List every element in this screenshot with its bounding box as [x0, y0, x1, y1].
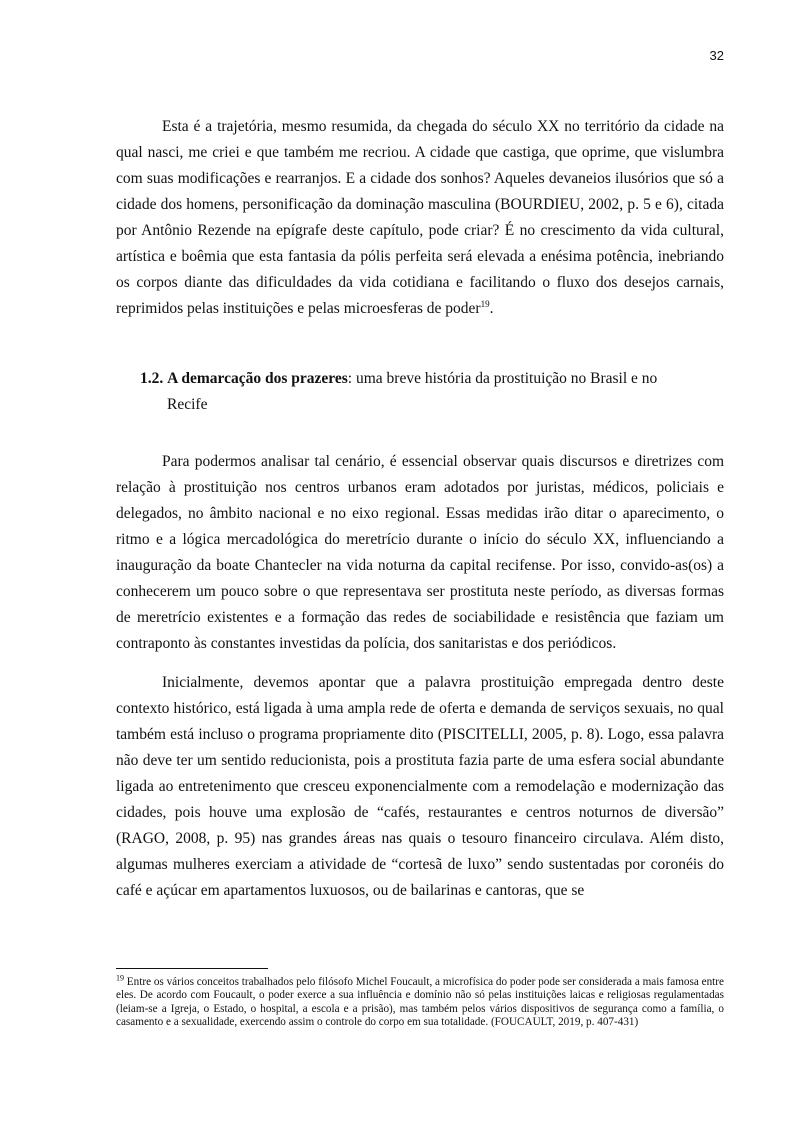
footnote	[116, 973, 724, 1030]
body-paragraph-3: Inicialmente, devemos apontar que a palavra prostituição empregada dentro deste contexto histórico, está ligada à uma ampla rede de oferta e demanda de serviços sexuais, no qual também está incluso o programa propriamente dito (PISCITELLI, 2005, p. 8). Logo, essa palavra não deve ter um sentido reducionista, pois a prostituta fazia parte de uma esfera social abundante ligada ao entretenimento que cresceu exponencialmente com a remodelação e modernização das cidades, pois houve uma explosão de “cafés, restaurantes e centros noturnos de diversão” (RAGO, 2008, p. 95) nas grandes áreas nas quais o tesouro financeiro circulava. Além disto, algumas mulheres exerciam a atividade de “cortesã de luxo” sendo sustentadas por coronéis do café e açúcar em apartamentos luxuosos, ou de bailarinas e cantoras, que se	[116, 674, 724, 899]
section-heading	[140, 366, 724, 418]
section-title-rest: : uma breve história da prostituição no Brasil e no	[347, 370, 658, 387]
body-paragraph-2: Para podermos analisar tal cenário, é essencial observar quais discursos e diretrizes com relação à prostituição nos centros urbanos eram adotados por juristas, médicos, policiais e delegados, no âmbito nacional e no eixo regional. Essas medidas irão ditar o aparecimento, o ritmo e a lógica mercadológica do meretrício durante o início do século XX, influenciando a inauguração da boate Chantecler na vida noturna da capital recifense. Por isso, convido-as(os) a conhecerem um pouco sobre o que representava ser prostituta neste período, as diversas formas de meretrício existentes e a formação das redes de sociabilidade e resistência que faziam um contraponto às constantes investidas da polícia, dos sanitaristas e dos periódicos.	[116, 453, 724, 652]
paragraph-end: .	[489, 300, 494, 317]
page-number: 32	[709, 48, 724, 63]
footnote-reference: 19	[480, 298, 490, 309]
section-title-line2: Recife	[167, 396, 208, 413]
footnote-text: Entre os vários conceitos trabalhados pelo filósofo Michel Foucault, a microfísica do poder pode ser considerada a mais famosa entre eles. De acordo com Foucault, o poder exerce a sua influência e domínio não só pelas instituições laicas e religiosas regulamentadas (leiam-se a Igreja, o Estado, o hospital, a escola e a prisão), mas também pelos vários dispositivos de segurança como a família, o casamento e a sexualidade, exercendo assim o controle do corpo em sua totalidade. (FOUCAULT, 2019, p. 407-431)	[116, 976, 724, 1029]
footnote-marker: 19	[116, 973, 124, 983]
section-title-bold: A demarcação dos prazeres	[167, 370, 348, 387]
body-paragraph-1	[116, 114, 724, 322]
paragraph-text: Esta é a trajetória, mesmo resumida, da chegada do século XX no território da cidade na qual nasci, me criei e que também me recriou. A cidade que castiga, que oprime, que vislumbra com suas modificações e rearranjos. E a cidade dos sonhos? Aqueles devaneios ilusórios que só a cidade dos homens, personificação da dominação masculina (BOURDIEU, 2002, p. 5 e 6), citada por Antônio Rezende na epígrafe deste capítulo, pode criar? É no crescimento da vida cultural, artística e boêmia que esta fantasia da pólis perfeita será elevada a enésima potência, inebriando os corpos diante das dificuldades da vida cotidiana e facilitando o fluxo dos desejos carnais, reprimidos pelas instituições e pelas microesferas de poder	[116, 118, 724, 317]
footnote-separator	[116, 968, 268, 969]
section-number: 1.2.	[140, 370, 164, 387]
